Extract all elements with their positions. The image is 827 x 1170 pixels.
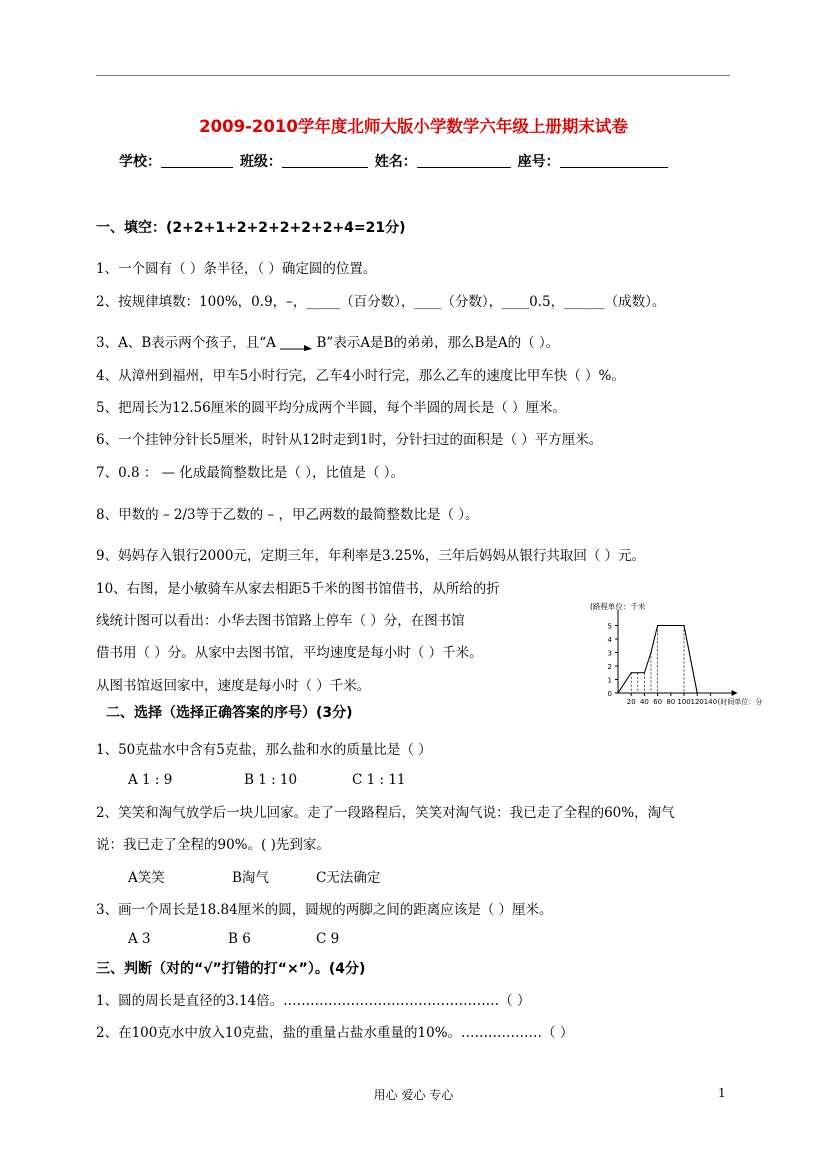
y-tick-label: 3	[607, 649, 612, 658]
s1-question-2: 2、按规律填数：100%，0.9，–，_____（百分数），____（分数），____0.5，______（成数）。	[96, 294, 666, 310]
y-tick-label: 0	[607, 690, 612, 698]
s1-question-10-line2: 线统计图可以看出：小华去图书馆路上停车（ ）分，在图书馆	[96, 613, 465, 629]
s1-question-8: 8、甲数的 – 2/3等于乙数的 – ，甲乙两数的最简整数比是（ ）。	[96, 507, 479, 523]
data-point	[657, 625, 658, 626]
x-axis-label: (时间单位：分	[717, 698, 763, 706]
s2-q1-option-c[interactable]: C 1 : 11	[352, 772, 406, 788]
page-number: 1	[718, 1086, 726, 1100]
s1-question-1: 1、一个圆有（ ）条半径，（ ）确定圆的位置。	[96, 261, 377, 277]
s2-question-2-line2: 说：我已走了全程的90%。( )先到家。	[96, 837, 330, 853]
data-point	[637, 672, 638, 673]
s1-question-10-line4: 从图书馆返回家中，速度是每小时（ ）千米。	[96, 678, 371, 694]
exam-title: 2009-2010学年度北师大版小学数学六年级上册期末试卷	[199, 117, 628, 136]
s2-q2-option-b[interactable]: B淘气	[232, 870, 269, 886]
s1-question-10-line1: 10、右图，是小敏骑车从家去相距5千米的图书馆借书，从所给的折	[96, 581, 500, 597]
class-label: 班级：	[239, 154, 282, 170]
y-tick-label: 1	[607, 676, 612, 685]
s1-question-3	[96, 331, 559, 351]
data-point	[683, 625, 684, 626]
x-tick-label: 120	[690, 698, 704, 706]
data-point	[617, 692, 618, 693]
section2-heading: 二、选择（选择正确答案的序号）(3分)	[106, 705, 353, 721]
seat-blank[interactable]	[560, 153, 668, 168]
s1-q3-part-b: B”表示A是B的弟弟，那么B是A的（ ）。	[316, 335, 560, 351]
s2-q3-option-c[interactable]: C 9	[316, 931, 340, 947]
name-blank[interactable]	[417, 153, 511, 168]
s2-q3-option-b[interactable]: B 6	[228, 931, 251, 947]
s1-question-6: 6、一个挂钟分针长5厘米，时针从12时走到1时，分针扫过的面积是（ ）平方厘米。	[96, 432, 603, 448]
school-blank[interactable]	[161, 153, 233, 168]
x-tick-label: 140	[703, 698, 718, 706]
s1-question-9: 9、妈妈存入银行2000元，定期三年，年利率是3.25%，三年后妈妈从银行共取回（ ）元。	[96, 548, 646, 564]
x-axis-arrow	[732, 690, 738, 696]
student-info	[119, 151, 670, 171]
s3-question-1: 1、圆的周长是直径的3.14倍。…………………………………………（ ）	[96, 993, 531, 1009]
school-label: 学校：	[119, 154, 161, 170]
page-footer: 用心 爱心 专心	[373, 1088, 454, 1102]
data-point	[650, 652, 651, 653]
s2-q2-option-a[interactable]: A笑笑	[128, 870, 165, 886]
x-tick-label: 80	[666, 698, 676, 706]
s2-question-1: 1、50克盐水中含有5克盐，那么盐和水的质量比是（ ）	[96, 742, 432, 758]
s2-q1-option-b[interactable]: B 1 : 10	[244, 772, 298, 788]
x-tick-label: 40	[639, 698, 649, 706]
section3-heading: 三、判断（对的“√”打错的打“×”）。(4分)	[96, 961, 366, 977]
s2-q3-option-a[interactable]: A 3	[128, 931, 151, 947]
y-tick-label: 4	[607, 636, 612, 644]
right-arrow-icon	[280, 339, 312, 349]
seat-label: 座号：	[517, 154, 560, 170]
s1-question-5: 5、把周长为12.56厘米的圆平均分成两个半圆，每个半圆的周长是（ ）厘米。	[96, 400, 567, 416]
x-tick-label: 60	[653, 698, 663, 706]
data-point	[644, 672, 645, 673]
section1-heading: 一、填空：(2+2+1+2+2+2+2+2+4=21分)	[96, 220, 406, 236]
distance-time-line-chart	[588, 598, 793, 713]
s3-question-2: 2、在100克水中放入10克盐，盐的重量占盐水重量的10%。………………（ ）	[96, 1025, 574, 1041]
data-point	[697, 692, 698, 693]
s2-q2-option-c[interactable]: C无法确定	[316, 870, 381, 886]
data-point	[631, 672, 632, 673]
y-tick-label: 2	[607, 663, 612, 671]
s1-question-4: 4、从漳州到福州，甲车5小时行完，乙车4小时行完，那么乙车的速度比甲车快（ ）%。	[96, 368, 625, 384]
s2-q1-option-a[interactable]: A 1 : 9	[128, 772, 173, 788]
class-blank[interactable]	[282, 153, 368, 168]
header-rule	[96, 75, 730, 76]
x-tick-label: 20	[626, 698, 636, 706]
s1-q3-part-a: 3、A、B表示两个孩子，且“A	[96, 335, 276, 351]
x-tick-label: 100	[677, 698, 691, 706]
s2-question-3: 3、画一个周长是18.84厘米的圆，圆规的两脚之间的距离应该是（ ）厘米。	[96, 902, 553, 918]
y-axis-label: (路程单位：千米	[590, 602, 646, 611]
y-tick-label: 5	[607, 622, 612, 631]
s2-question-2-line1: 2、笑笑和淘气放学后一块儿回家。走了一段路程后，笑笑对淘气说：我已走了全程的60%，淘气	[96, 805, 675, 821]
s1-question-10-line3: 借书用（ ）分。从家中去图书馆，平均速度是每小时（ ）千米。	[96, 645, 483, 661]
name-label: 姓名：	[374, 154, 417, 170]
s1-question-7: 7、0.8 ： — 化成最简整数比是（ ），比值是（ ）。	[96, 465, 405, 481]
